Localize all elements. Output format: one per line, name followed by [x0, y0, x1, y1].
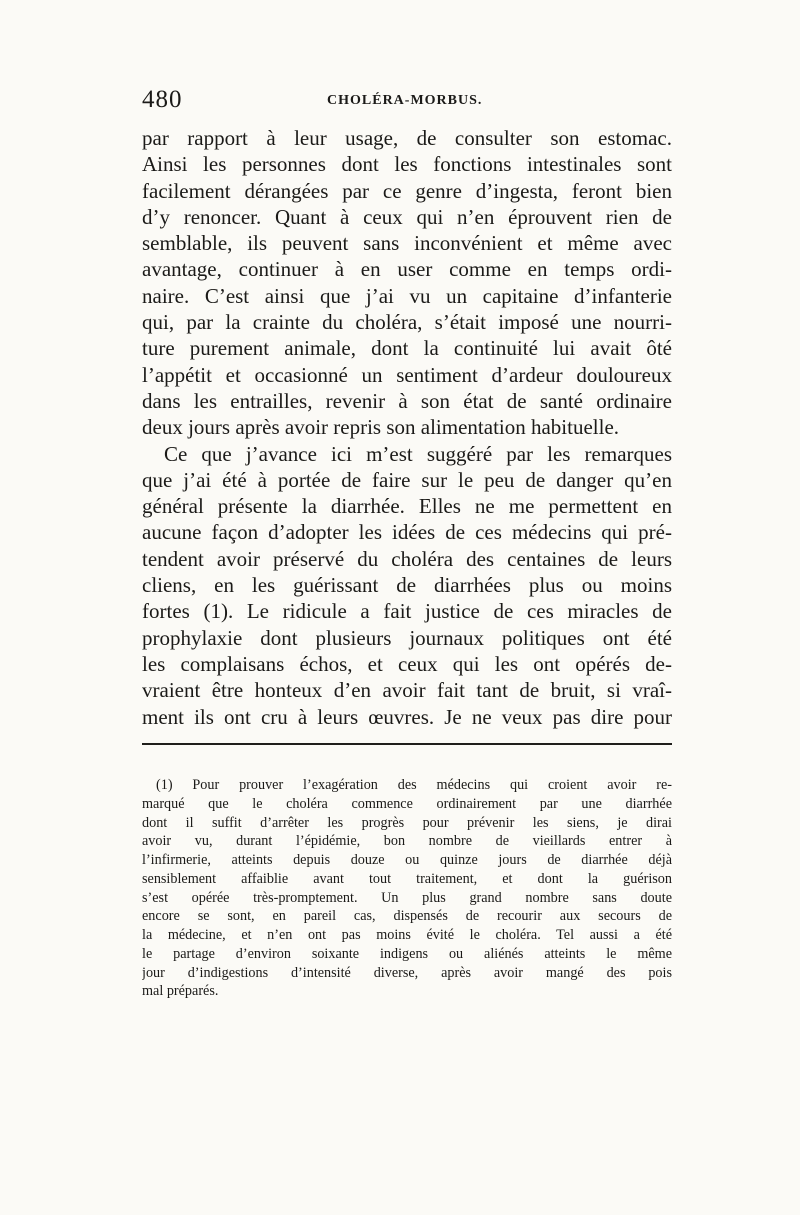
footnote-line: jour d’indigestions d’intensité diverse, après avoir mangé des pois	[142, 964, 672, 981]
body-line: vraient être honteux d’en avoir fait tant de bruit, si vraî-	[142, 678, 672, 703]
body-line: qui, par la crainte du choléra, s’était imposé une nourri-	[142, 310, 672, 335]
body-line: naire. C’est ainsi que j’ai vu un capitaine d’infanterie	[142, 283, 672, 308]
body-line: général présente la diarrhée. Elles ne me permettent en	[142, 494, 672, 519]
footnote-line: dont il suffit d’arrêter les progrès pour prévenir les siens, je dirai	[142, 814, 672, 831]
footnote-line: s’est opérée très-promptement. Un plus grand nombre sans doute	[142, 889, 672, 906]
body-line: tendent avoir préservé du choléra des centaines de leurs	[142, 546, 672, 571]
body-line: deux jours après avoir repris son alimentation habituelle.	[142, 415, 620, 440]
footnote-line: marqué que le choléra commence ordinairement par une diarrhée	[142, 795, 672, 812]
page-header	[142, 80, 672, 120]
body-line: par rapport à leur usage, de consulter son estomac.	[142, 126, 672, 150]
body-line: les complaisans échos, et ceux qui les ont opérés de-	[142, 651, 672, 676]
footnote-line: encore se sont, en pareil cas, dispensés de recourir aux secours de	[142, 908, 672, 925]
body-line: ment ils ont cru à leurs œuvres. Je ne veux pas dire pour	[142, 704, 672, 729]
footnote	[142, 776, 672, 1001]
body-line: facilement dérangées par ce genre d’ingesta, feront bien	[142, 178, 672, 203]
footnote-line: l’infirmerie, atteints depuis douze ou quinze jours de diarrhée déjà	[142, 852, 672, 868]
body-line: que j’ai été à portée de faire sur le peu de danger qu’en	[142, 467, 672, 492]
page-number: 480	[142, 86, 183, 113]
body-line: Ainsi les personnes dont les fonctions intestinales sont	[142, 152, 672, 177]
body-line: l’appétit et occasionné un sentiment d’ardeur douloureux	[142, 362, 672, 387]
body-line: cliens, en les guérissant de diarrhées plus ou moins	[142, 573, 672, 598]
footnote-line: (1) Pour prouver l’exagération des médecins qui croient avoir re-	[156, 777, 672, 793]
body-line: fortes (1). Le ridicule a fait justice de ces miracles de	[142, 599, 672, 624]
body-line: d’y renoncer. Quant à ceux qui n’en éprouvent rien de	[142, 204, 672, 229]
footnote-line: avoir vu, durant l’épidémie, bon nombre de vieillards entrer à	[142, 833, 672, 850]
body-line: avantage, continuer à en user comme en temps ordi-	[142, 257, 672, 282]
body-line: dans les entrailles, revenir à son état de santé ordinaire	[142, 388, 672, 413]
body-line: prophylaxie dont plusieurs journaux politiques ont été	[142, 625, 672, 650]
running-head: CHOLÉRA-MORBUS.	[327, 93, 483, 108]
footnote-line: le partage d’environ soixante indigens ou aliénés atteints le même	[142, 945, 672, 962]
body-line: Ce que j’avance ici m’est suggéré par les remarques	[164, 441, 672, 466]
footnote-line: la médecine, et n’en ont pas moins évité le choléra. Tel aussi a été	[142, 927, 672, 943]
footnote-divider	[142, 743, 672, 745]
body-line: aucune façon d’adopter les idées de ces médecins qui pré-	[142, 520, 672, 545]
footnote-line: mal préparés.	[142, 983, 219, 1000]
footnote-line: sensiblement affaiblie avant tout traitement, et dont la guérison	[142, 870, 672, 887]
body-line: semblable, ils peuvent sans inconvénient et même avec	[142, 231, 672, 256]
body-text	[142, 125, 672, 730]
body-line: ture purement animale, dont la continuité lui avait ôté	[142, 336, 672, 361]
